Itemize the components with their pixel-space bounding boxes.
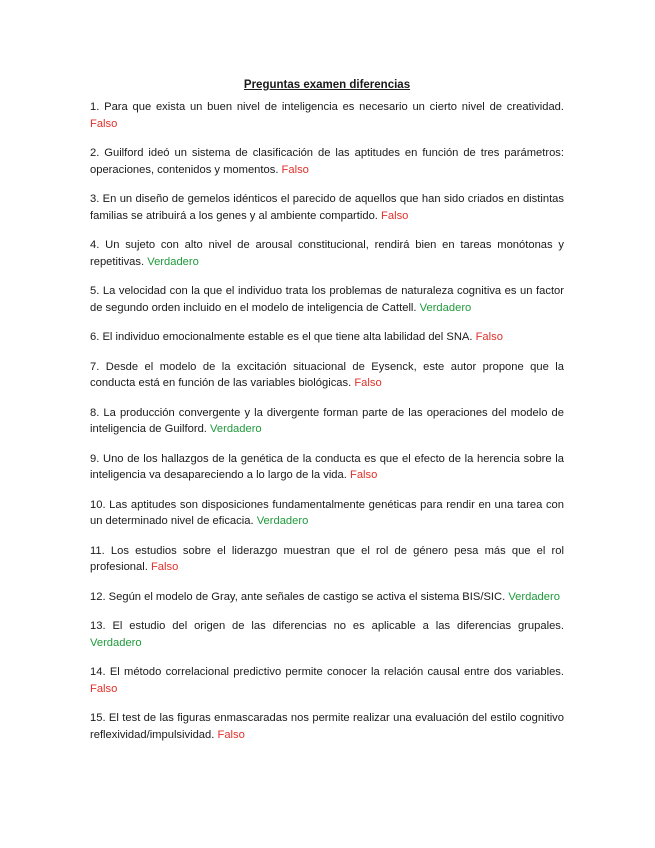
question-text: 8. La producción convergente y la divergente forman parte de las operaciones del modelo de inteligencia de Guilford. (90, 406, 564, 435)
document-title: Preguntas examen diferencias (243, 79, 411, 91)
question-item (90, 145, 564, 178)
question-text: 7. Desde el modelo de la excitación situacional de Eysenck, este autor propone que la conducta está en función de las variables biológicas. (90, 360, 564, 389)
answer-label: Falso (475, 331, 503, 343)
answer-label: Verdadero (90, 636, 142, 649)
document-page (90, 77, 564, 756)
question-text: 5. La velocidad con la que el individuo trata los problemas de naturaleza cognitiva es un factor de segundo orden incluido en el modelo de inteligencia de Cattell. (90, 285, 564, 314)
question-text: 14. El método correlacional predictivo permite conocer la relación causal entre dos variables. (90, 666, 564, 678)
question-item (90, 618, 564, 651)
question-list (90, 99, 564, 743)
answer-label: Falso (381, 209, 409, 222)
question-item (90, 497, 564, 530)
question-text: 9. Uno de los hallazgos de la genética de la conducta es que el efecto de la herencia sobre la inteligencia va desapareciendo a lo largo de la vida. (90, 452, 564, 481)
question-text: 15. El test de las figuras enmascaradas nos permite realizar una evaluación del estilo cognitivo reflexividad/impulsividad. (90, 712, 564, 741)
answer-label: Falso (354, 377, 382, 389)
answer-label: Falso (90, 682, 118, 695)
question-text: 3. En un diseño de gemelos idénticos el parecido de aquellos que han sido criados en distintas familias se atribuirá a los genes y al ambiente compartido. (90, 193, 564, 222)
question-item (90, 405, 564, 438)
answer-label: Falso (217, 728, 245, 741)
question-item (90, 664, 564, 697)
question-text: 13. El estudio del origen de las diferencias no es aplicable a las diferencias grupales. (90, 620, 564, 632)
question-item (90, 543, 564, 576)
answer-label: Falso (90, 117, 118, 130)
question-text: 2. Guilford ideó un sistema de clasificación de las aptitudes en función de tres parámetros: operaciones, contenidos y momentos. (90, 147, 564, 176)
question-item (90, 99, 564, 132)
answer-label: Verdadero (419, 301, 472, 314)
question-item (90, 589, 564, 606)
question-item (90, 191, 564, 224)
answer-label: Verdadero (508, 590, 560, 603)
answer-label: Verdadero (210, 423, 262, 435)
answer-label: Falso (349, 469, 378, 481)
answer-label: Verdadero (256, 515, 309, 527)
question-text: 11. Los estudios sobre el liderazgo muestran que el rol de género pesa más que el rol profesional. (90, 544, 564, 573)
answer-label: Falso (281, 163, 309, 176)
question-text: 1. Para que exista un buen nivel de inteligencia es necesario un cierto nivel de creatividad. (90, 101, 564, 113)
question-item (90, 283, 564, 316)
question-item (90, 359, 564, 392)
question-item (90, 451, 564, 484)
question-text: 4. Un sujeto con alto nivel de arousal constitucional, rendirá bien en tareas monótonas y repetitivas. (90, 239, 564, 268)
question-item (90, 237, 564, 270)
question-text: 12. Según el modelo de Gray, ante señales de castigo se activa el sistema BIS/SIC. (90, 590, 506, 603)
answer-label: Verdadero (147, 255, 199, 268)
question-item (90, 329, 564, 346)
answer-label: Falso (150, 561, 179, 573)
question-item (90, 710, 564, 743)
question-text: 10. Las aptitudes son disposiciones fundamentalmente genéticas para rendir en una tarea con un determinado nivel de eficacia. (90, 498, 564, 527)
question-text: 6. El individuo emocionalmente estable es el que tiene alta labilidad del SNA. (90, 331, 473, 343)
